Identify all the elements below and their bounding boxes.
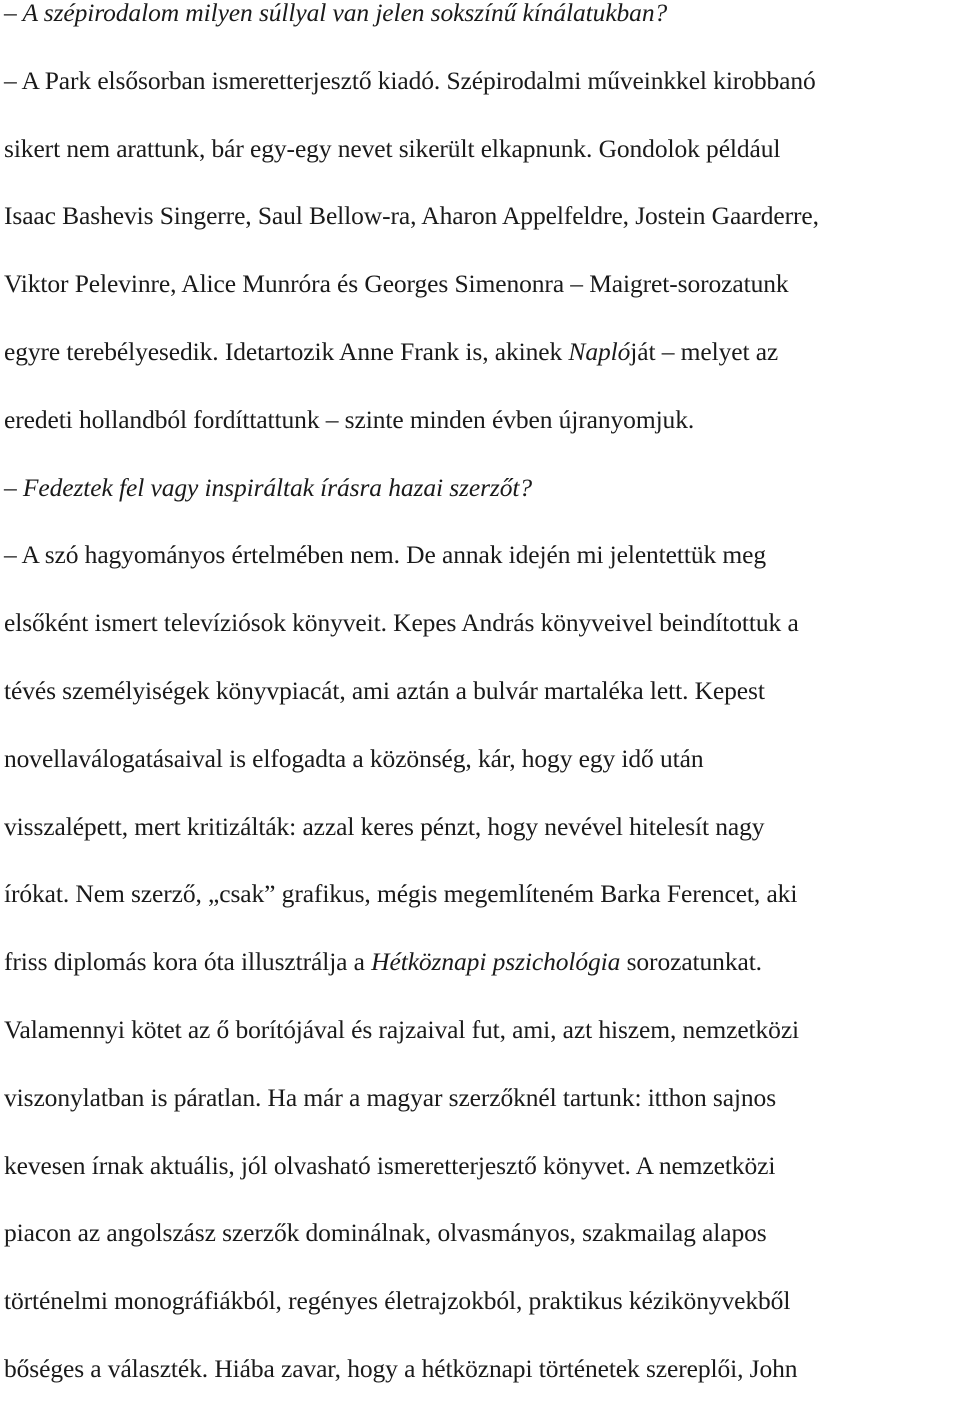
answer-line: Viktor Pelevinre, Alice Munróra és Georges Simenonra – Maigret-sorozatunk xyxy=(4,269,789,299)
answer-line: tévés személyiségek könyvpiacát, ami aztán a bulvár martaléka lett. Kepest xyxy=(4,675,765,705)
answer-line: – A Park elsősorban ismeretterjesztő kiadó. Szépirodalmi műveinkkel kirobbanó xyxy=(4,65,816,95)
answer-text: ját – melyet az xyxy=(630,336,779,366)
answer-line: Valamennyi kötet az ő borítójával és rajzaival fut, ami, azt hiszem, nemzetközi xyxy=(4,1014,800,1044)
answer-line: kevesen írnak aktuális, jól olvasható ismeretterjesztő könyvet. A nemzetközi xyxy=(4,1150,776,1180)
interview-question: – A szépirodalom milyen súllyal van jelen sokszínű kínálatukban? xyxy=(4,0,668,27)
answer-line: írókat. Nem szerző, „csak” grafikus, mégis megemlíteném Barka Ferencet, aki xyxy=(4,879,798,909)
answer-line: piacon az angolszász szerzők dominálnak, olvasmányos, szakmailag alapos xyxy=(4,1218,767,1248)
answer-text: egyre terebélyesedik. Idetartozik Anne Frank is, akinek xyxy=(4,336,569,366)
answer-line: sikert nem arattunk, bár egy-egy nevet sikerült elkapnunk. Gondolok például xyxy=(4,133,781,163)
series-title: Hétköznapi pszichológia xyxy=(371,947,621,977)
answer-line: novellaválogatásaival is elfogadta a közönség, kár, hogy egy idő után xyxy=(4,743,704,773)
answer-line: viszonylatban is páratlan. Ha már a magyar szerzőknél tartunk: itthon sajnos xyxy=(4,1082,777,1112)
interview-question: – Fedeztek fel vagy inspiráltak írásra hazai szerzőt? xyxy=(4,472,533,502)
answer-line: visszalépett, mert kritizálták: azzal keres pénzt, hogy nevével hitelesít nagy xyxy=(4,811,765,841)
interview-answer xyxy=(4,521,960,1402)
document-page xyxy=(4,0,960,1403)
book-title: Napló xyxy=(568,336,631,366)
answer-line: Isaac Bashevis Singerre, Saul Bellow-ra, Aharon Appelfeldre, Jostein Gaarderre, xyxy=(4,201,819,231)
answer-line: történelmi monográfiákból, regényes életrajzokból, praktikus kézikönyvekből xyxy=(4,1286,791,1316)
answer-line xyxy=(4,928,960,996)
interview-answer xyxy=(4,47,960,454)
answer-line xyxy=(4,318,960,386)
answer-line: eredeti hollandból fordíttattunk – szinte minden évben újranyomjuk. xyxy=(4,404,695,434)
answer-line: – A szó hagyományos értelmében nem. De annak idején mi jelentettük meg xyxy=(4,540,767,570)
answer-text: friss diplomás kora óta illusztrálja a xyxy=(4,947,372,977)
answer-line: elsőként ismert televíziósok könyveit. Kepes András könyveivel beindítottuk a xyxy=(4,608,799,638)
answer-text: sorozatunkat. xyxy=(620,947,762,977)
answer-line: bőséges a választék. Hiába zavar, hogy a hétköznapi történetek szereplői, John xyxy=(4,1353,798,1383)
